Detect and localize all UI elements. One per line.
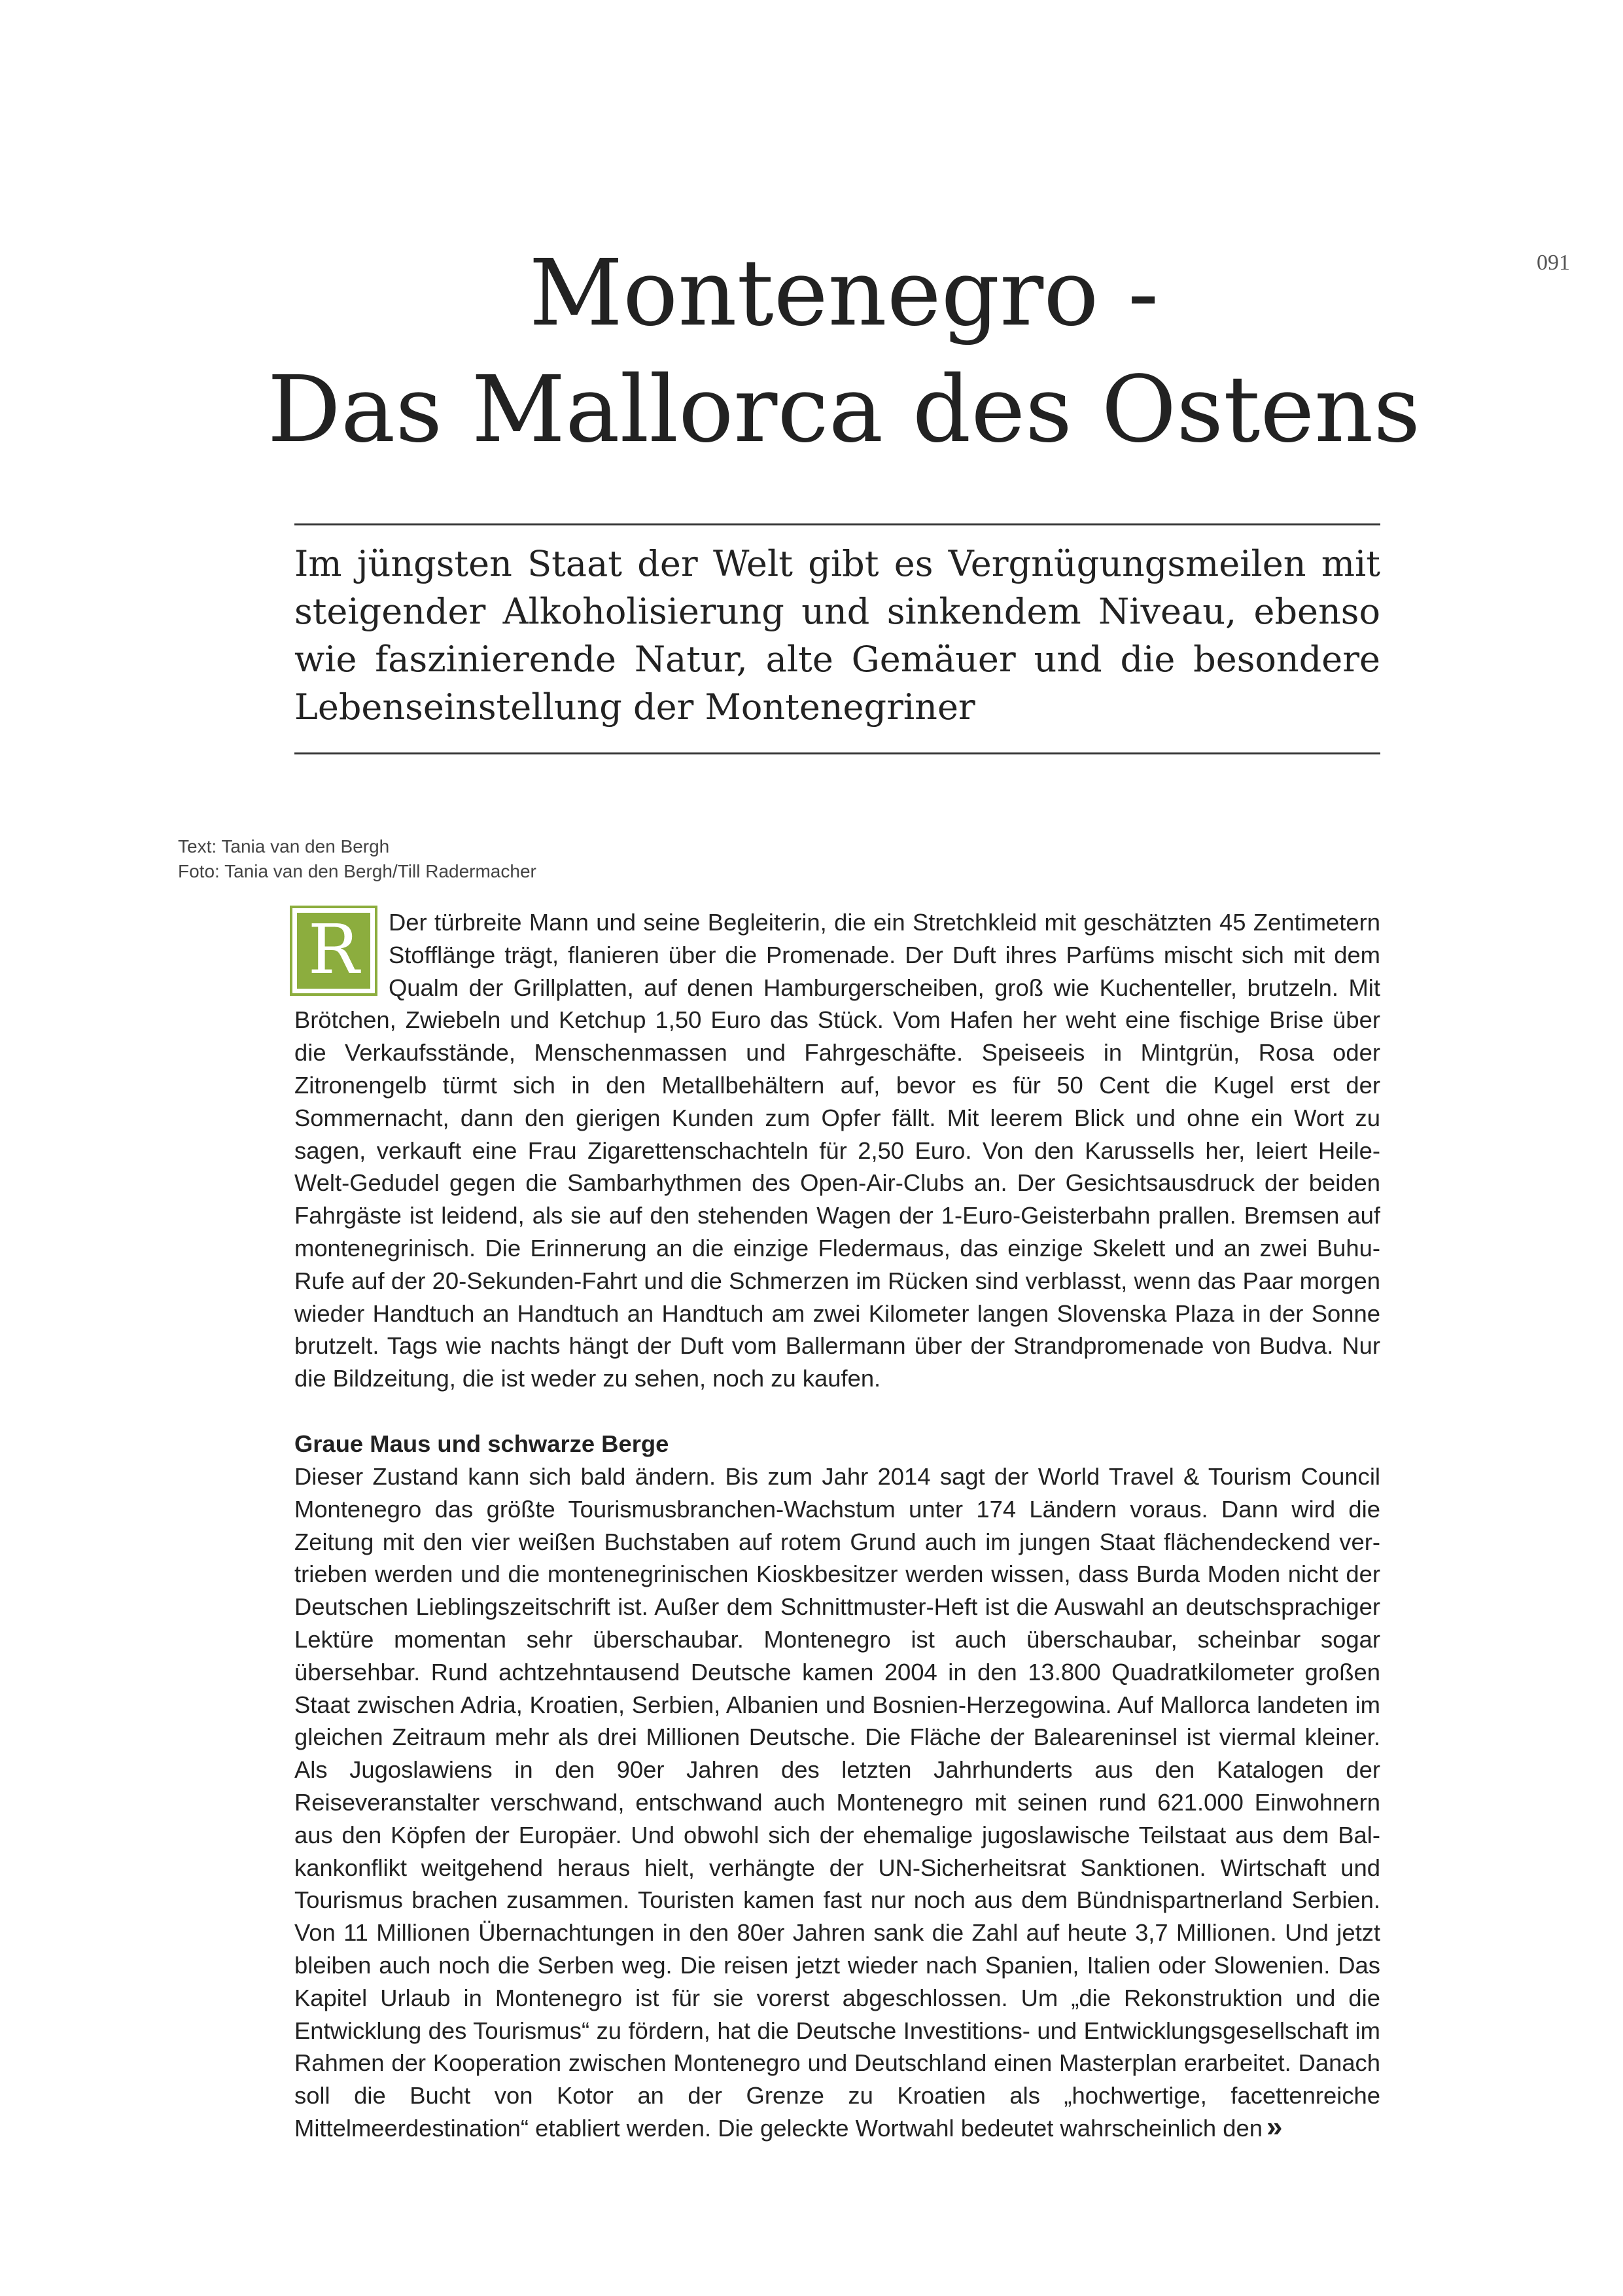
lead-divider-top xyxy=(294,523,1380,525)
article-body xyxy=(294,906,1380,2145)
article-paragraph-2-text: Dieser Zustand kann sich bald ändern. Bis zum Jahr 2014 sagt der World Travel & Tourism Council Montenegro das größte Tourismusbranchen-Wachstum unter 174 Ländern voraus. Dann wird die Zeitung mit den vier weißen Buchstaben auf rotem Grund auch im jungen Staat flächendeckend vertrieben werden und die montenegrinischen Kioskbesitzer werden wissen, dass Burda Moden nicht der Deutschen Lieblingszeitschrift ist. Außer dem Schnittmuster-Heft ist die Auswahl an deutschsprachiger Lektüre momentan sehr überschaubar. Montenegro ist auch überschaubar, scheinbar sogar übersehbar. Rund achtzehntausend Deutsche kamen 2004 in den 13.800 Quadratkilometer großen Staat zwischen Adria, Kroatien, Serbien, Albanien und Bosnien-Herzegowina. Auf Mallorca landeten im gleichen Zeitraum mehr als drei Millionen Deutsche. Die Fläche der Baleareninsel ist viermal kleiner. Als Jugoslawiens in den 90er Jahren des letzten Jahrhunderts aus den Katalogen der Reiseveranstalter verschwand, entschwand auch Montenegro mit seinen rund 621.000 Einwohnern aus den Köpfen der Europäer. Und obwohl sich der ehemalige jugoslawische Teilstaat aus dem Balkankonflikt weitgehend heraus hielt, verhängte der UN-Sicherheitsrat Sanktionen. Wirtschaft und Tourismus brachen zusammen. Touristen kamen fast nur noch aus dem Bündnispartnerland Serbien. Von 11 Millionen Übernachtungen in den 80er Jahren sank die Zahl auf heute 3,7 Millionen. Und jetzt bleiben auch noch die Serben weg. Die reisen jetzt wieder nach Spanien, Italien oder Slowenien. Das Kapitel Urlaub in Montenegro ist für sie vorerst abgeschlossen. Um „die Rekonstruktion und die Entwicklung des Tourismus“ zu fördern, hat die Deutsche Investitions- und Entwicklungsgesellschaft im Rahmen der Kooperation zwischen Montenegro und Deutschland einen Masterplan erarbeitet. Danach soll die Bucht von Kotor an der Grenze zu Kroatien als „hochwertige, facettenreiche Mittelmeerdestination“ etabliert werden. Die geleckte Wortwahl bedeutet wahrscheinlich den xyxy=(294,1462,1380,2142)
title-line-2: Das Mallorca des Ostens xyxy=(267,357,1421,463)
page-number: 091 xyxy=(1537,251,1570,275)
dropcap-initial: R xyxy=(294,910,373,991)
article-title xyxy=(222,236,1465,468)
article-paragraph-2 xyxy=(294,1460,1380,2145)
text-credit: Text: Tania van den Bergh xyxy=(178,836,390,857)
lead-divider-bottom xyxy=(294,752,1380,754)
article-paragraph-1: Der türbreite Mann und seine Begleiterin, die ein Stretchkleid mit geschätzten 45 Zentimetern Stofflänge trägt, flanieren über die Promenade. Der Duft ihres Parfüms mischt sich mit dem Qualm der Grillplatten, auf denen Hamburgerscheiben, groß wie Kuchenteller, brutzeln. Mit Brötchen, Zwiebeln und Ketchup 1,50 Euro das Stück. Vom Hafen her weht eine fischige Brise über die Verkaufsstände, Menschenmassen und Fahrgeschäfte. Speiseeis in Mintgrün, Rosa oder Zitronengelb türmt sich in den Metallbehältern auf, bevor es für 50 Cent die Kugel erst der Sommernacht, dann den gierigen Kunden zum Opfer fällt. Mit leerem Blick und ohne ein Wort zu sagen, verkauft eine Frau Zigarettenschachteln für 2,50 Euro. Von den Karussells her, leiert Heile-Welt-Gedudel gegen die Sambarhythmen des Open-Air-Clubs an. Der Gesichtsausdruck der beiden Fahrgäste ist leidend, als sie auf den stehenden Wagen der 1-Euro-Geisterbahn prallen. Bremsen auf montenegrinisch. Die Erinnerung an die einzige Fledermaus, das einzige Skelett und an zwei Buhu-Rufe auf der 20-Sekunden-Fahrt und die Schmerzen im Rücken sind verblasst, wenn das Paar morgen wieder Handtuch an Handtuch an Handtuch am zwei Kilometer langen Slovenska Plaza in der Sonne brutzelt. Tags wie nachts hängt der Duft vom Ballermann über der Strandpromenade von Budva. Nur die Bildzeitung, die ist weder zu sehen, noch zu kaufen. xyxy=(294,909,1380,1392)
lead-paragraph: Im jüngsten Staat der Welt gibt es Vergnügungsmeilen mit steigender Alkoholisierung und sinkendem Niveau, ebenso wie faszinierende Natur, alte Gemäuer und die besondere Lebenseinstellung der Montenegriner xyxy=(294,543,1380,728)
continue-arrow-icon: » xyxy=(1266,2110,1283,2143)
photo-credit: Foto: Tania van den Bergh/Till Radermacher xyxy=(178,861,536,881)
section-subheading: Graue Maus und schwarze Berge xyxy=(294,1430,669,1457)
credits xyxy=(178,834,832,884)
title-line-1: Montenegro - xyxy=(529,240,1159,347)
